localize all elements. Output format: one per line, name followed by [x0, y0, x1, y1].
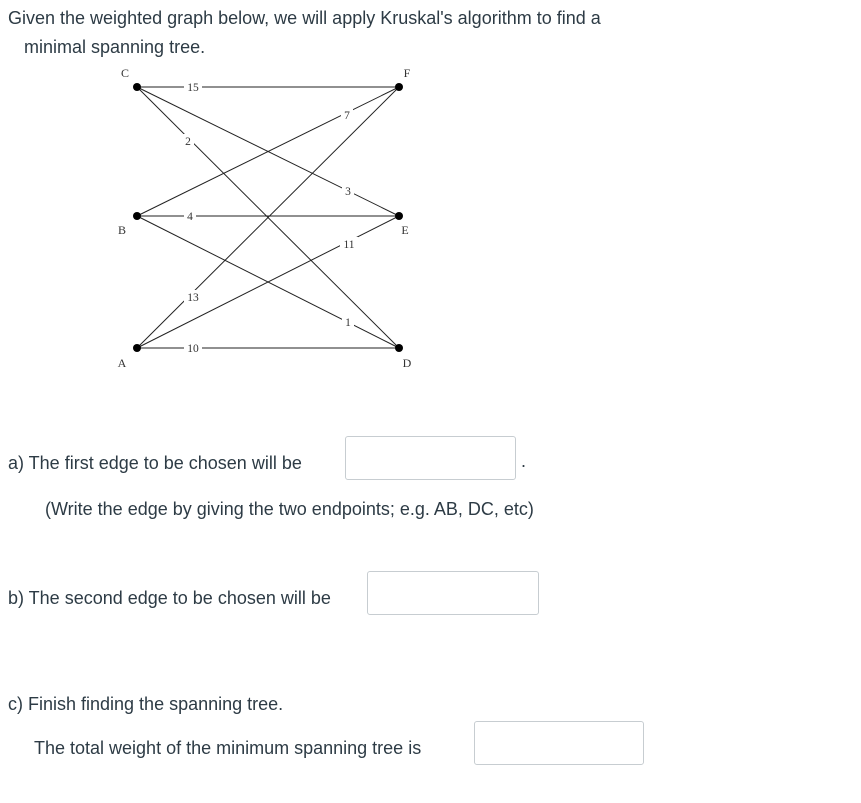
edge-weight-CE: 3: [345, 186, 351, 198]
part-b-prompt: b) The second edge to be chosen will be: [8, 588, 331, 608]
vertex-A: [133, 344, 141, 352]
edge-weight-CD: 2: [185, 136, 191, 148]
intro-line-1: Given the weighted graph below, we will apply Kruskal's algorithm to find a: [8, 8, 601, 28]
vertex-D: [395, 344, 403, 352]
part-a-prompt: a) The first edge to be chosen will be: [8, 453, 302, 473]
vertex-C: [133, 83, 141, 91]
vertex-label-F: F: [403, 66, 411, 80]
part-a-hint: (Write the edge by giving the two endpoints; e.g. AB, DC, etc): [45, 499, 534, 519]
vertex-label-E: E: [401, 223, 409, 237]
vertex-label-C: C: [120, 66, 130, 80]
edge-weight-BD: 1: [345, 317, 351, 329]
vertex-E: [395, 212, 403, 220]
edge-weight-BF: 7: [344, 110, 350, 122]
edge-weight-AD: 10: [187, 343, 199, 355]
intro-line-2: minimal spanning tree.: [24, 37, 206, 57]
part-a-answer-input[interactable]: [345, 436, 516, 480]
vertex-label-A: A: [117, 356, 127, 370]
part-c-total-input[interactable]: [474, 721, 644, 765]
question-intro: [8, 4, 768, 62]
edge-weight-AE: 11: [343, 239, 355, 251]
edge-weight-AF: 13: [187, 292, 199, 304]
part-c-total-prompt: The total weight of the minimum spanning tree is: [34, 738, 422, 758]
edge-weight-BE: 4: [187, 211, 193, 223]
weighted-graph-diagram: [110, 62, 430, 378]
vertex-B: [133, 212, 141, 220]
part-c-prompt: c) Finish finding the spanning tree.: [8, 694, 284, 714]
part-b-answer-input[interactable]: [367, 571, 539, 615]
vertex-F: [395, 83, 403, 91]
vertex-label-D: D: [402, 356, 412, 370]
vertex-label-B: B: [117, 223, 127, 237]
edge-weight-CF: 15: [187, 82, 199, 94]
part-a-period: .: [521, 451, 527, 471]
